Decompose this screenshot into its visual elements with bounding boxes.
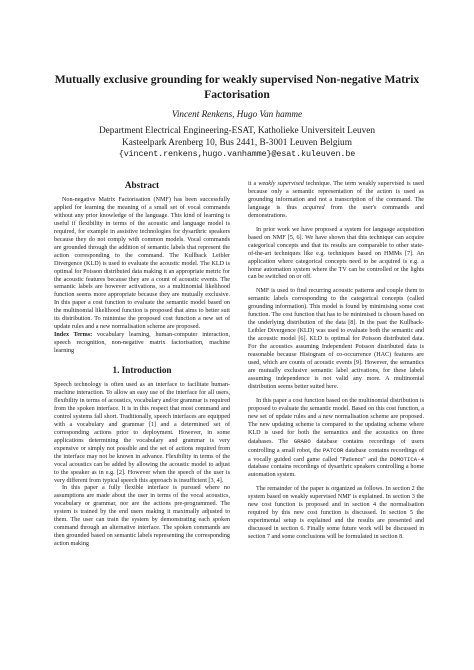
right-paragraph-1 bbox=[248, 181, 424, 221]
paper-title: Mutually exclusive grounding for weakly supervised Non-negative Matrix Factorisation bbox=[54, 73, 420, 101]
intro-paragraph-1: Speech technology is often used as an interface to facilitate human-machine interaction. To allow an easy use of the interface for all users, flexibility in terms of acoustics, vocabulary and/or grammar is required from the spoken interface. It is in this respect that most command and control systems fall short. Traditionally, speech interfaces are equipped with a vocabulary and grammar [1] and a determined set of corresponding actions prior to deployment. However, in some applications determining the vocabulary and grammar is very expensive or simply not possible and the set of actions required from the interface may not be known in advance. Flexibility in terms of the vocal acoustics can be added by allowing the acoustic model to adjust to the speaker as in e.g. [2]. However when the speech of the user is very different from typical speech this approach is insufficient [3, 4]. bbox=[54, 382, 230, 484]
text-run: technique. The term weakly supervised is used because only a semantic representation of the action is used as grounding information and not a transcription of the command. The language is thus bbox=[248, 181, 424, 211]
text-run: it a bbox=[248, 181, 259, 187]
index-terms-label: Index Terms: bbox=[54, 332, 93, 339]
right-paragraph-2: In prior work we have proposed a system for language acquisition based on NMF [5, 6]. We have shown that this technique can acquire categorical concepts and that its results are comparable to other state-of-the-art techniques like e.g. techniques based on HMMs [7]. An application where categorical concepts need to be acquired is e.g. a home automation system where the TV can be controlled or the lights can be switched on or off. bbox=[248, 226, 424, 281]
abstract-heading: Abstract bbox=[124, 180, 160, 190]
abstract-text: Non-negative Matrix Factorisation (NMF) has been successfully applied for learning the meaning of a small set of vocal commands without any prior knowledge of the language. This kind of learning is useful if flexibility in terms of the acoustic and language model is required, for example in assistive technologies for dysarthric speakers because they do not comply with common models. Vocal commands are grounded through the addition of semantic labels that represent the action corresponding to the command. The Kullback Leibler Divergence (KLD) is used to evaluate the acoustic model. The KLD is optimal for Poisson distributed data making it an appropriate metric for the acoustic features because they are a count of acoustic events. The semantic labels are however activations, so a multinomial likelihood function seems more appropriate because they are mutually exclusive. In this paper a cost function to evaluate the semantic model based on the multinomial likelihood function is proposed that aims to better suit its distribution. To minimise the proposed cost function a new set of update rules and a new normalisation scheme are proposed. bbox=[54, 197, 230, 331]
database-name-patcor: PATCOR bbox=[322, 446, 344, 454]
right-paragraph-3: NMF is used to find recurring acoustic patterns and couple them to semantic labels corresponding to the categorical concepts (called grounding information). This model is found by minimising some cost function. The cost function that has to be minimised is chosen based on the underlying distribution of the data [8]. In the past the Kullback-Leibler Divergence (KLD) was used to evaluate both the semantic and the acoustic model [6]. KLD is optimal for Poisson distributed data. For the acoustics assuming Independent Poisson distributed data is reasonable because Histogram of co-occurrence (HAC) features are used, which are counts of acoustic events [9]. However, the semantics are mutually exclusive semantic label activations, for these labels assuming independence is not valid any more. A multinomial distribution seems better suited here. bbox=[248, 288, 424, 390]
paper-authors: Vincent Renkens, Hugo Van hamme bbox=[171, 109, 303, 119]
text-run: from the user's commands and demonstrations. bbox=[248, 204, 424, 219]
text-run: database contains recordings of users controlling a small robot, the bbox=[248, 438, 424, 454]
database-name-grabo: GRABO bbox=[293, 437, 311, 445]
right-column bbox=[248, 181, 424, 548]
text-run: In this paper a cost function based on the multinomial distribution is proposed to evaluate the semantic model. Based on this cost function, a new set of update rules and a new normalisation scheme are proposed. The new updating scheme is compared to the updating scheme where KLD is used for both the semantics and the acoustics on three databases. The bbox=[248, 397, 424, 445]
right-paragraph-5: The remainder of the paper is organized as follows. In section 2 the system based on weakly supervised NMF is explained. In section 3 the new cost function is proposed and in section 4 the normalisation required by this new cost function is discussed. In section 5 the experimental setup is explained and the results are presented and discussed in section 6. Finally some future work will be discussed in section 7 and some conclusions will be formulated in section 8. bbox=[248, 486, 424, 541]
affiliation-block bbox=[40, 126, 434, 161]
emphasis-acquired: acquired bbox=[302, 204, 325, 211]
index-terms bbox=[54, 332, 230, 356]
intro-paragraph-2: In this paper a fully flexible interface is pursued where no assumptions are made about the user in terms of the vocal acoustics, vocabulary or grammar, nor are the actions pre-programmed. The system is trained by the end users making it maximally adjusted to them. The user can train the system by demonstrating each spoken command through an alternative interface. The spoken commands are then grounded based on semantic labels representing the corresponding action making bbox=[54, 485, 230, 548]
affiliation-address: Kasteelpark Arenberg 10, Bus 2441, B-3001 Leuven Belgium bbox=[122, 137, 352, 148]
text-run: database contains recordings of dysarthric speakers controlling a home automation system. bbox=[248, 464, 424, 479]
affiliation-email: {vincent.renkens,hugo.vanhamme}@esat.kuleuven.be bbox=[118, 149, 356, 159]
text-run: database contains recordings of a vocally guided card game called "Patience" and the bbox=[248, 447, 424, 463]
database-name-domotica: DOMOTICA-4 bbox=[389, 455, 424, 463]
index-terms-text: vocabulary learning, human-computer interaction, speech recognition, non-negative matrix factorisation, machine learning bbox=[54, 332, 230, 355]
introduction-heading: 1. Introduction bbox=[112, 365, 172, 376]
emphasis-weakly-supervised: weakly supervised bbox=[258, 181, 304, 187]
left-column bbox=[54, 180, 230, 555]
affiliation-department: Department Electrical Engineering-ESAT, Katholieke Universiteit Leuven bbox=[98, 126, 376, 136]
right-paragraph-4 bbox=[248, 398, 424, 481]
